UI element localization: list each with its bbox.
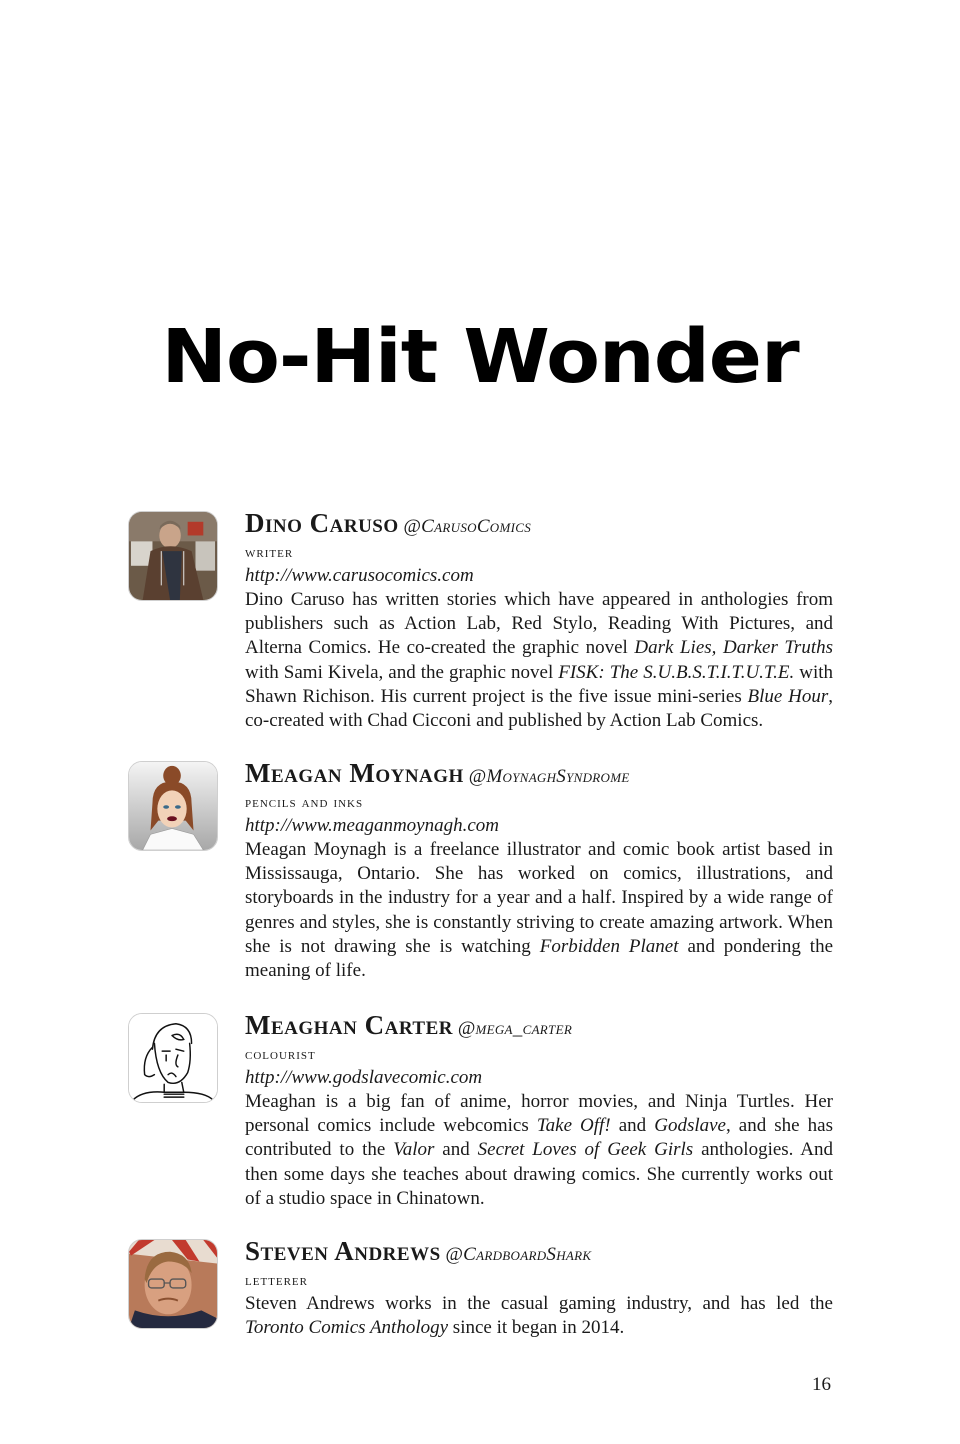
- contributor-name: Steven Andrews: [245, 1236, 441, 1266]
- italic-title: Godslave: [654, 1115, 726, 1137]
- avatar-meaghan-carter: [128, 1013, 218, 1103]
- italic-title: Secret Loves of Geek Girls: [477, 1139, 694, 1161]
- bio-text: Meaghan is a big fan of anime, horror movies, and Ninja Turtles. Her personal comics include webcomics: [245, 1091, 833, 1137]
- contributor-url[interactable]: http://www.godslavecomic.com: [245, 1067, 483, 1088]
- italic-title: Toronto Comics Anthology: [245, 1317, 449, 1339]
- italic-title: FISK: The S.U.B.S.T.I.T.U.T.E.: [558, 661, 795, 683]
- contributor-handle: @CarusoComics: [403, 516, 532, 537]
- contributor-name: Dino Caruso: [245, 508, 399, 538]
- line-drawing-portrait-icon: [129, 1014, 217, 1102]
- bio-text: and: [434, 1139, 478, 1161]
- contributor-description: [245, 1292, 833, 1340]
- bio-text: anthologies. And then some days she teaches about drawing comics. She currently works out of a studio space in Chinatown.: [245, 1139, 833, 1209]
- italic-title: Dark Lies, Darker Truths: [634, 637, 833, 659]
- contributor-handle: @CardboardShark: [445, 1244, 592, 1265]
- page-number: 16: [812, 1374, 831, 1395]
- illustrated-portrait-icon: [129, 762, 217, 850]
- contributor-url[interactable]: http://www.carusocomics.com: [245, 565, 474, 586]
- contributor-description: [245, 1090, 833, 1211]
- bio-text: and: [610, 1115, 655, 1137]
- contributor-name: Meagan Moynagh: [245, 758, 464, 788]
- italic-title: Blue Hour: [747, 685, 829, 707]
- avatar-meagan-moynagh: [128, 761, 218, 851]
- photo-portrait-icon: [129, 1240, 217, 1328]
- contributor-role: pencils and inks: [245, 794, 364, 811]
- bio-text: Steven Andrews works in the casual gaming industry, and has led the: [245, 1293, 833, 1314]
- contributor-description: [245, 588, 833, 733]
- contributor-role: writer: [245, 544, 294, 561]
- contributor-handle: @mega_carter: [457, 1018, 573, 1039]
- contributor-url[interactable]: http://www.meaganmoynagh.com: [245, 815, 500, 836]
- bio-text: Meagan Moynagh is a freelance illustrator and comic book artist based in Mississauga, Ontario. She has worked on comics, illustrations, and storyboards in the industry for a year and a half. Inspired by a wide range of genres and styles, she is constantly striving to create amazing artwork. When she is not drawing she is watching: [245, 839, 833, 957]
- italic-title: Valor: [393, 1139, 435, 1161]
- italic-title: Take Off!: [536, 1115, 611, 1137]
- contributor-role: letterer: [245, 1272, 308, 1289]
- bio-text: with Shawn Richison. His current project is the five issue mini-series: [245, 661, 834, 707]
- contributor-role: colourist: [245, 1046, 316, 1063]
- italic-title: Forbidden Planet: [539, 935, 679, 957]
- contributor-handle: @MoynaghSyndrome: [468, 766, 630, 787]
- bio-text: since it began in 2014.: [448, 1317, 625, 1339]
- bio-text: with Sami Kivela, and the graphic novel: [245, 661, 559, 683]
- bio-text: Dino Caruso has written stories which have appeared in anthologies from publishers such as Action Lab, Red Stylo, Reading With Pictures, and Alterna Comics. He co-created the graphic novel: [245, 589, 833, 659]
- contributor-description: [245, 838, 833, 983]
- bio-text: and pondering the meaning of life.: [245, 935, 833, 982]
- bio-text: , and she has contributed to the: [245, 1115, 833, 1161]
- avatar-dino-caruso: [128, 511, 218, 601]
- contributor-name: Meaghan Carter: [245, 1010, 453, 1040]
- page-title: No-Hit Wonder: [161, 314, 799, 400]
- bio-text: , co-created with Chad Cicconi and published by Action Lab Comics.: [245, 685, 834, 732]
- avatar-steven-andrews: [128, 1239, 218, 1329]
- photo-portrait-icon: [129, 512, 217, 600]
